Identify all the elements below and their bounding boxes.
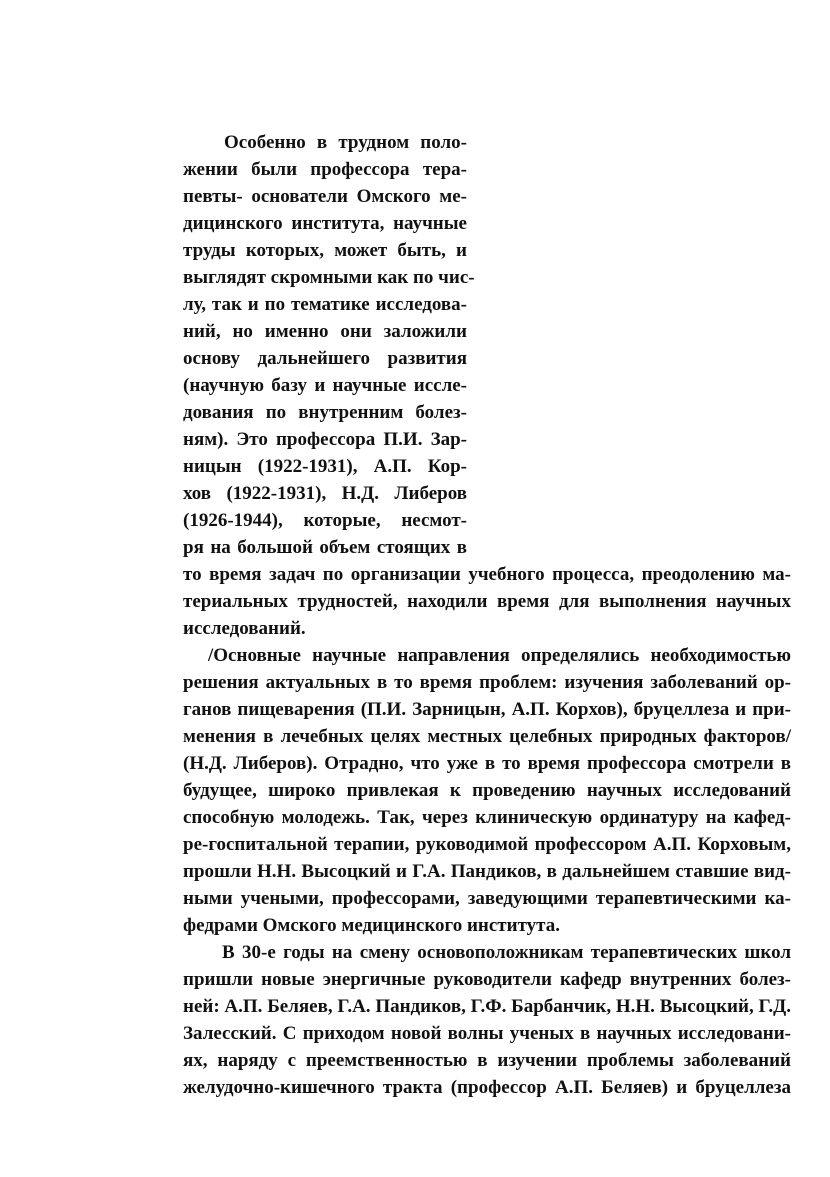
text-line: дицинского института, научные (183, 213, 467, 234)
text-line: исследований. (183, 618, 306, 639)
text-line: (Н.Д. Либеров). Отрадно, что уже в то время профессора смотрели в (183, 753, 791, 774)
text-line: Залесский. С приходом новой волны ученых в научных исследовани- (183, 1023, 791, 1044)
text-line: прошли Н.Н. Высоцкий и Г.А. Пандиков, в дальнейшем ставшие вид- (183, 861, 791, 882)
text-line: лу, так и по тематике исследова- (183, 294, 467, 315)
text-line: труды которых, может быть, и (183, 240, 467, 261)
text-line: федрами Омского медицинского института. (183, 915, 560, 936)
text-line: желудочно-кишечного тракта (профессор А.П. Беляев) и бруцеллеза (183, 1077, 791, 1098)
text-line: выглядят скромными как по чис- (183, 267, 475, 288)
text-line: ря на большой объем стоящих в (183, 537, 467, 558)
text-line: пришли новые энергичные руководители кафедр внутренних болез- (183, 969, 791, 990)
text-line: менения в лечебных целях местных целебных природных факторов/ (183, 726, 791, 747)
text-line: певты- основатели Омского ме- (183, 186, 467, 207)
text-line: способную молодежь. Так, через клиническую ординатуру на кафед- (183, 807, 791, 828)
text-line: ях, наряду с преемственностью в изучении проблемы заболеваний (183, 1050, 791, 1071)
text-line: ганов пищеварения (П.И. Зарницын, А.П. Корхов), бруцеллеза и при- (183, 699, 791, 720)
text-line: будущее, широко привлекая к проведению научных исследований (183, 780, 791, 801)
text-line: /Основные научные направления определялись необходимостью (208, 645, 791, 666)
text-line: ными учеными, профессорами, заведующими терапевтическими ка- (183, 888, 791, 909)
text-line: ре-госпитальной терапии, руководимой профессором А.П. Корховым, (183, 834, 791, 855)
text-line: дования по внутренним болез- (183, 402, 467, 423)
text-line: Особенно в трудном поло- (224, 132, 467, 153)
text-line: основу дальнейшего развития (183, 348, 467, 369)
text-line: хов (1922-1931), Н.Д. Либеров (183, 483, 467, 504)
text-line: В 30-е годы на смену основоположникам терапевтических школ (222, 942, 791, 963)
text-line: то время задач по организации учебного процесса, преодолению ма- (183, 564, 791, 585)
text-line: решения актуальных в то время проблем: изучения заболеваний ор- (183, 672, 791, 693)
text-line: ницын (1922-1931), А.П. Кор- (183, 456, 467, 477)
text-line: териальных трудностей, находили время для выполнения научных (183, 591, 791, 612)
text-line: ний, но именно они заложили (183, 321, 467, 342)
text-line: ней: А.П. Беляев, Г.А. Пандиков, Г.Ф. Барбанчик, Н.Н. Высоцкий, Г.Д. (183, 996, 791, 1017)
text-line: (научную базу и научные иссле- (183, 375, 467, 396)
text-line: ням). Это профессора П.И. Зар- (183, 429, 467, 450)
text-line: (1926-1944), которые, несмот- (183, 510, 467, 531)
text-line: жении были профессора тера- (183, 159, 467, 180)
